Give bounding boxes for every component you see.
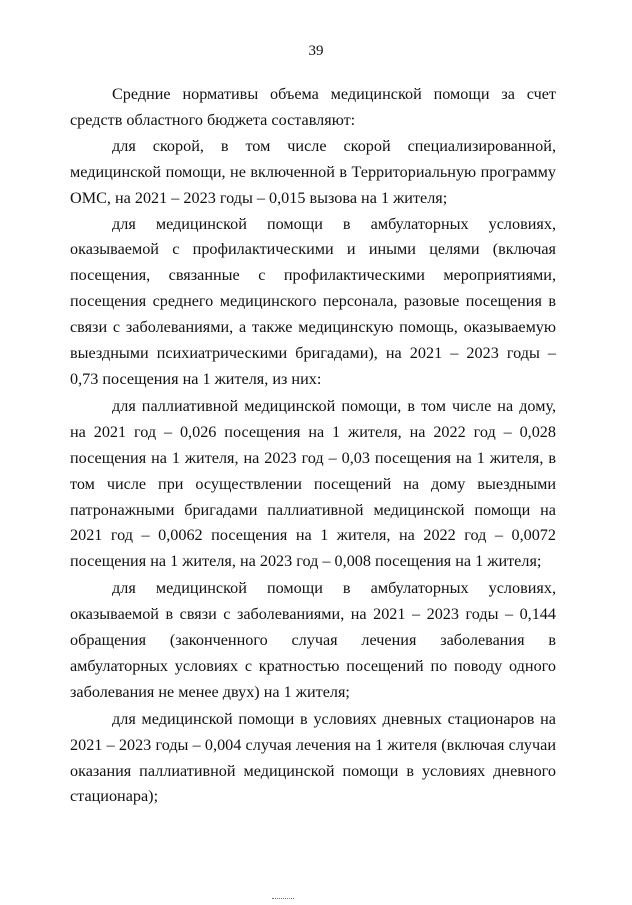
document-body — [70, 82, 556, 810]
page-number: 39 — [308, 43, 324, 59]
paragraph-outpatient-disease: для медицинской помощи в амбулаторных условиях, оказываемой в связи с заболеваниями, на 2021 – 2023 годы – 0,144 обращения (законченного случая лечения заболевания в амбулаторных условиях с кратностью посещений по поводу одного заболевания не менее двух) на 1 жителя; — [70, 579, 556, 701]
paragraph-intro: Средние нормативы объема медицинской помощи за счет средств областного бюджета составляют: — [70, 85, 556, 129]
paragraph-outpatient-preventive: для медицинской помощи в амбулаторных условиях, оказываемой с профилактическими и иными целями (включая посещения, связанные с профилактическими мероприятиями, посещения среднего медицинского персонала, разовые посещения в связи с заболеваниями, а также медицинскую помощь, оказываемую выездными психиатрическими бригадами), на 2021 – 2023 годы – 0,73 посещения на 1 жителя, из них: — [70, 214, 556, 388]
paragraph-ambulance: для скорой, в том числе скорой специализированной, медицинской помощи, не включенной в Территориальную программу ОМС, на 2021 – 2023 годы – 0,015 вызова на 1 жителя; — [70, 136, 556, 207]
scan-footer-mark — [272, 898, 294, 903]
paragraph-palliative: для паллиативной медицинской помощи, в том числе на дому, на 2021 год – 0,026 посещения на 1 жителя, на 2022 год – 0,028 посещения на 1 жителя, на 2023 год – 0,03 посещения на 1 жителя, в том числе при осуществлении посещений на дому выездными патронажными бригадами паллиативной медицинской помощи на 2021 год – 0,0062 посещения на 1 жителя, на 2022 год – 0,0072 посещения на 1 жителя, на 2023 год – 0,008 посещения на 1 жителя; — [70, 396, 556, 571]
paragraph-day-hospital: для медицинской помощи в условиях дневных стационаров на 2021 – 2023 годы – 0,004 случая лечения на 1 жителя (включая случаи оказания паллиативной медицинской помощи в условиях дневного стационара); — [70, 709, 556, 806]
